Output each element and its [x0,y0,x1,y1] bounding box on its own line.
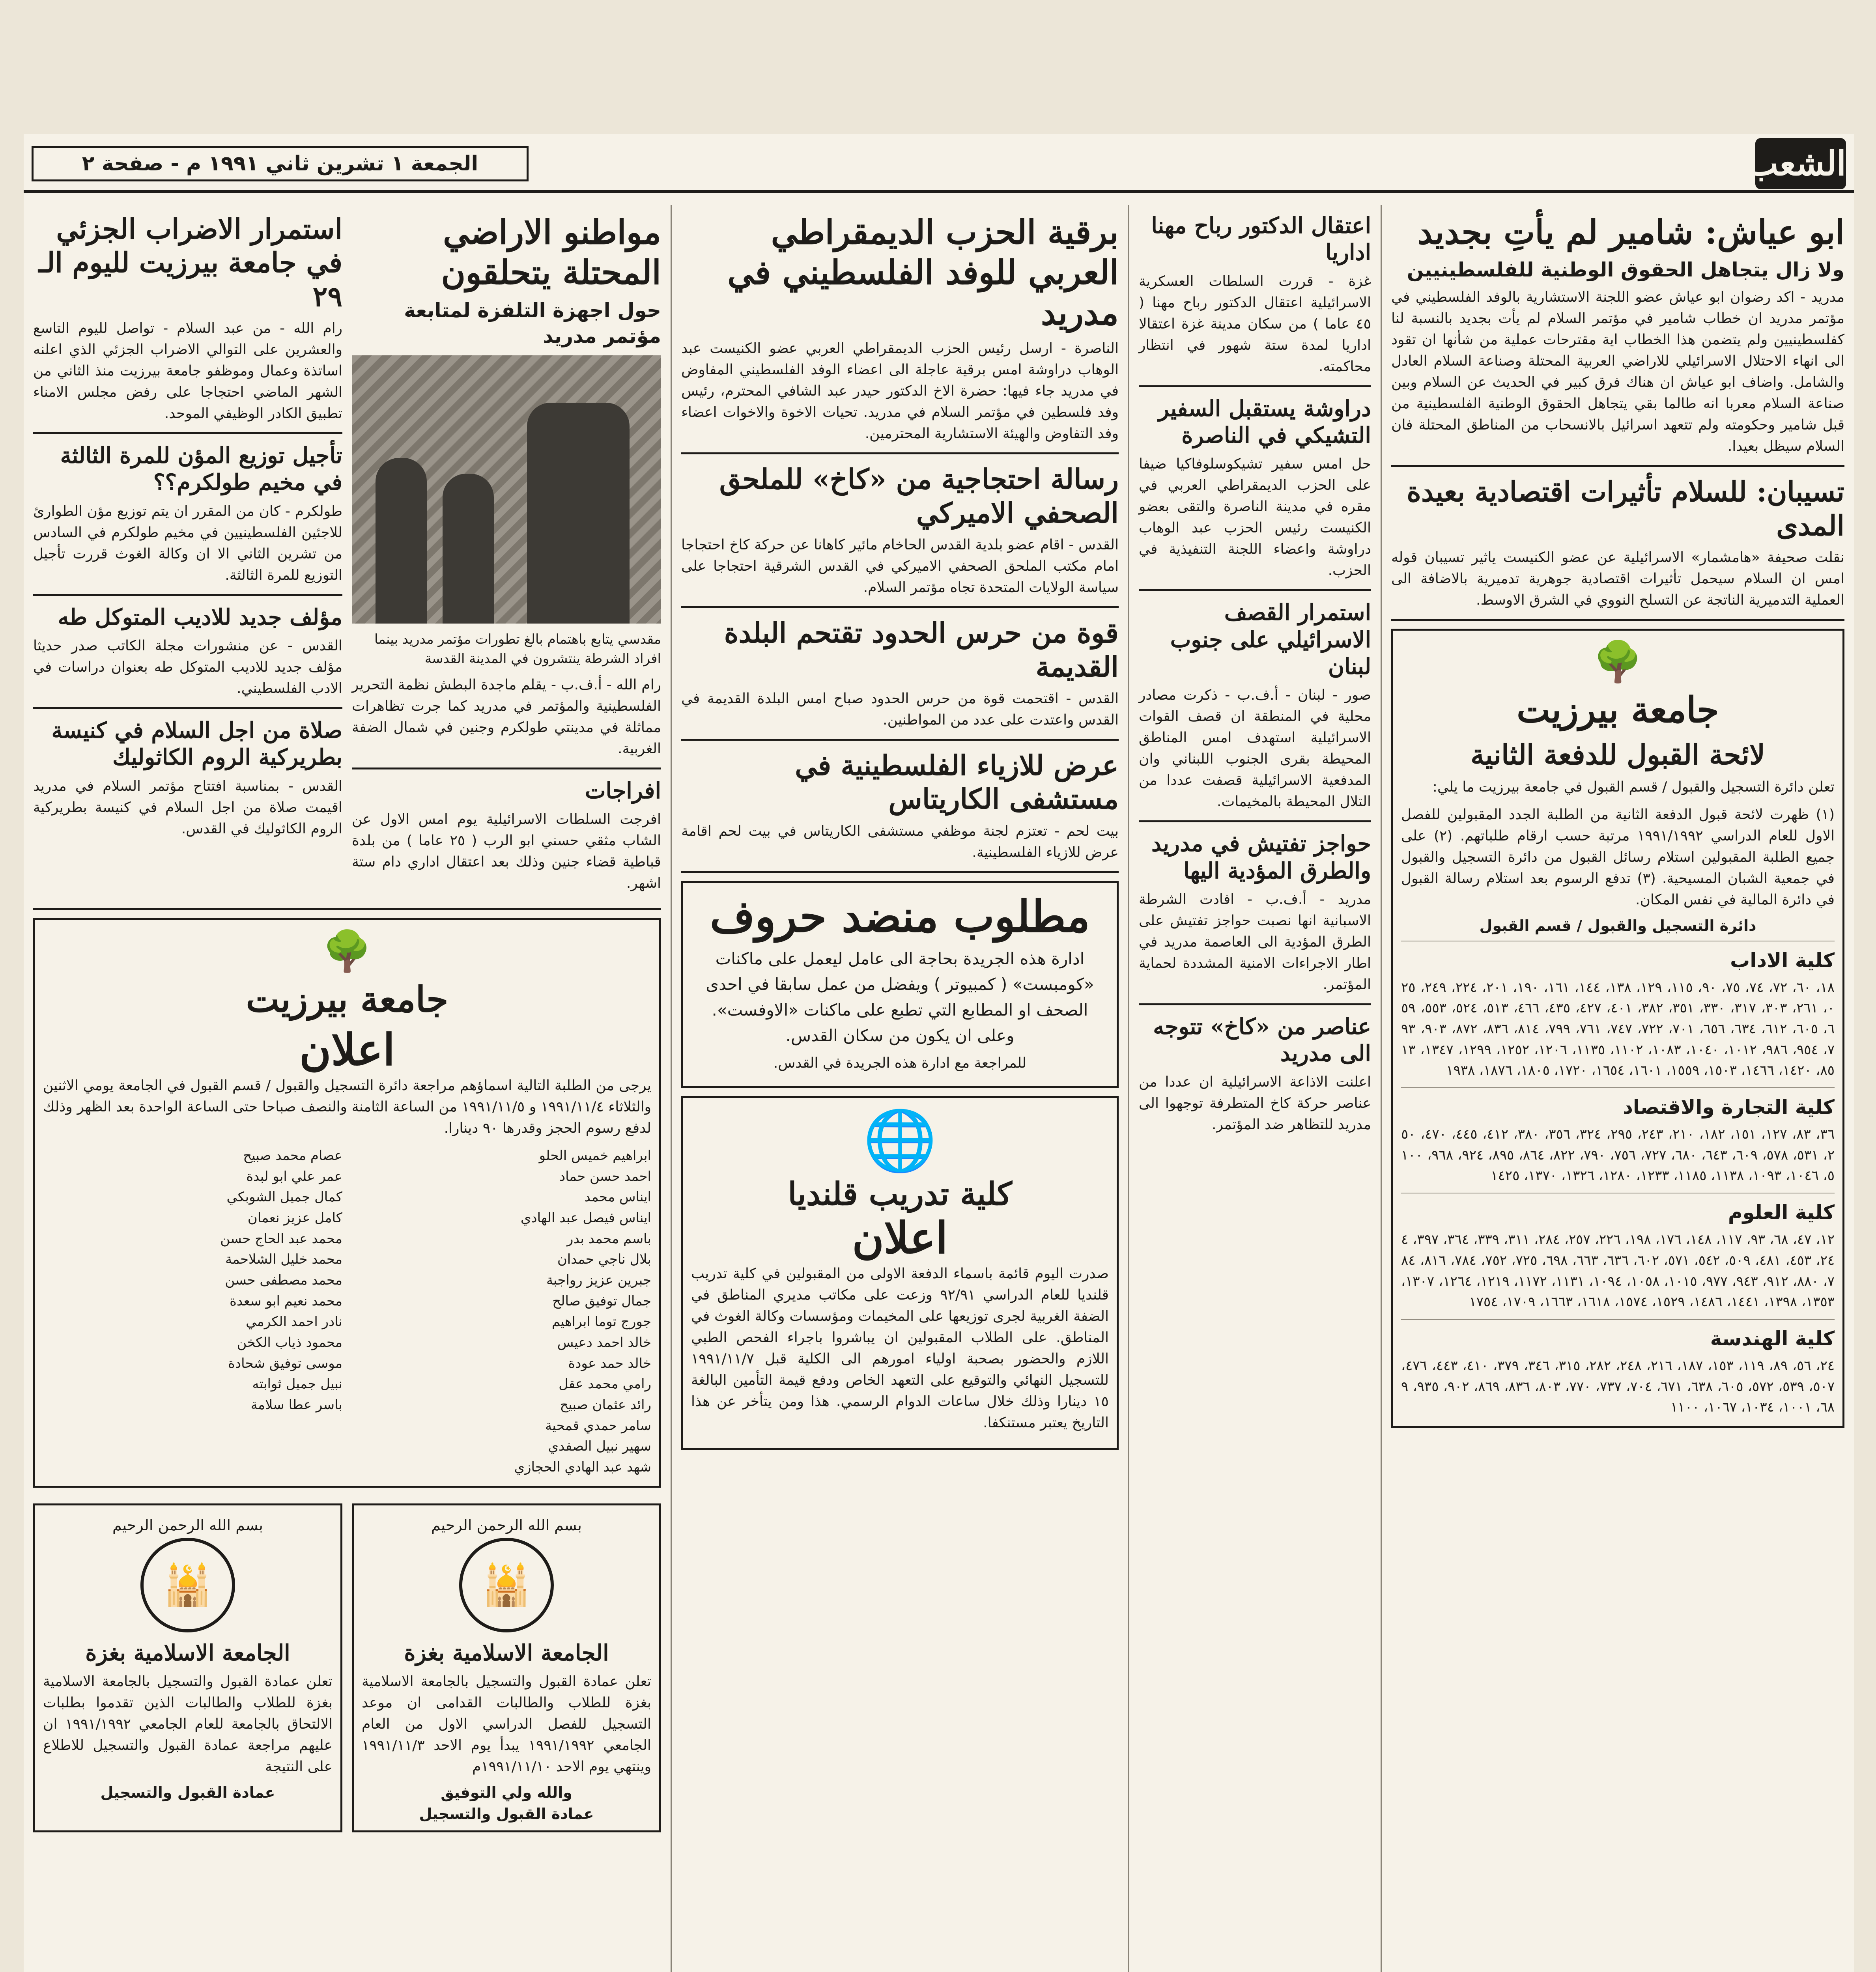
typesetter-ad-contact: للمراجعة مع ادارة هذه الجريدة في القدس. [773,1055,1027,1072]
book-body: القدس - عن منشورات مجلة الكاتب صدر حديثا مؤلف جديد للاديب المتوكل طه بعنوان دراسات في الادب الفلسطيني. [33,638,342,697]
abu-ayash-headline: ابو عياش: شامير لم يأتِ بجديد [1417,213,1844,252]
names-column [352,1145,651,1478]
faculty-name: كلية العلوم [1728,1201,1835,1224]
abu-ayash-body: مدريد - اكد رضوان ابو عياش عضو اللجنة الاستشارية بالوفد الفلسطيني في مؤتمر مدريد ان خطاب شامير في مؤتمر السلام لم يأت بجديد بالنسبة لنا كفلسطينيين ولم يتضمن هذا الخطاب اية مقترحات عملية من شأنها ان تقود الى انهاء الاحتلال الاسرائيلي للاراضي العربية المحتلة وصناعة السلام العادل والشامل. واضاف ابو عياش ان هناك فرق كبير في الحديث عن السلام وبين صناعة السلام معربا انه طالما بقي يتجاهل الحقوق الوطنية الفلسطينية من قبل شامير وحكومته ولم تتعهد اسرائيل بالانسحاب من المناطق المحتلة فان السلام سيظل بعيدا. [1391,289,1844,455]
list-item: احمد حسن حماد [559,1168,651,1184]
qalandia-ad-body: صدرت اليوم قائمة باسماء الدفعة الاولى من المقبولين في كلية تدريب قلنديا للعام الدراسي ٩٢/٩١ وزعت على مكاتب مديري المناطق في الضفة الغربية لجرى توزيعها على المخيمات ومؤسسات وكالة الغوث في المناطق. على الطلاب المقبولين ان يباشروا باجراء الفحص الطبي اللازم والحضور بصحبة اولياء امورهم الى الكلية قبل ١٩٩١/١١/٧ للتسجيل النهائي والتوقيع على التعهد الخاص ودفع قيمة التأمين البالغة ١٥ دينارا وذلك خلال ساعات الدوام الرسمي. هذا ومن يتأخر عن هذا التاريخ يعتبر مستنكفا. [691,1265,1109,1431]
photo-caption: مقدسي يتابع باهتمام بالغ تطورات مؤتمر مدريد بينما افراد الشرطة ينتشرون في المدينة القدسة [374,631,661,667]
newspaper-page [24,134,1854,1972]
left-top-split [33,205,661,900]
list-item: جبرين عزيز رواجبة [546,1272,651,1288]
photo-figure [527,403,630,624]
list-item: جمال توفيق صالح [552,1293,651,1309]
rations-body: طولكرم - كان من المقرر ان يتم توزيع مؤن الطوارئ للاجئين الفلسطينيين في مخيم طولكرم في السادس من تشرين الثاني الا ان وكالة الغوث قررت تأجيل التوزيع للمرة الثالثة. [33,503,342,583]
madrid-lands-subtitle: حول اجهزة التلفزة لمتابعة مؤتمر مدريد [404,299,661,347]
list-item: محمود ذياب الكخن [237,1335,342,1351]
islamic-uni-name: الجامعة الاسلامية بغزة [404,1640,609,1666]
qalandia-ad-title: كلية تدريب قلنديا [788,1175,1012,1212]
islamic-uni-ads [33,1496,661,1840]
democratic-party-body: الناصرة - ارسل رئيس الحزب الديمقراطي العربي عضو الكنيست عبد الوهاب دراوشة امس برقية عاجلة الى اعضاء الوفد الفلسطيني المفاوض في مدريد جاء فيها: حضرة الاخ الدكتور حيدر عبد الشافي المحترم، رئيس وفد فلسطين في مؤتمر السلام في مدريد. تحيات الاخوة والاخوات اعضاء وفد التفاوض والهيئة الاستشارية المحترمين. [681,340,1119,442]
releases-body: افرجت السلطات الاسرائيلية يوم امس الاول عن الشاب مثقي حسني ابو الرب ( ٢٥ عاما ) من بلدة قباطية قضاء جنين وذلك بعد اعتقال اداري دام ستة اشهر. [352,811,661,891]
faculty-numbers: ٢٤، ٥٦، ٨٩، ١١٩، ١٥٣، ١٨٧، ٢١٦، ٢٤٨، ٢٨٢، ٣١٥، ٣٤٦، ٣٧٩، ٤١٠، ٤٤٣، ٤٧٦، ٥٠٧، ٥٣٩، ٥٧٢، ٦٠٥، ٦٣٨، ٦٧١، ٧٠٤، ٧٣٧، ٧٧٠، ٨٠٣، ٨٣٦، ٨٦٩، ٩٠٢، ٩٣٥، ٩٦٨، ١٠٠١، ١٠٣٤، ١٠٦٧، ١١٠٠ [1401,1358,1835,1416]
university-seal-icon: 🕌 [459,1538,554,1632]
faculty-block [1401,948,1835,1081]
un-emblem-icon: 🌐 [863,1106,937,1175]
list-item: كمال جميل الشوبكي [226,1189,342,1205]
list-item: رامي محمد عقل [559,1376,651,1392]
islamic-uni-body: تعلن عمادة القبول والتسجيل بالجامعة الاسلامية بغزة للطلاب والطالبات القدامى ان موعد التسجيل للفصل الدراسي الاول من العام الجامعي ١٩٩١/١٩٩٢ يبدأ يوم الاحد ١٩٩١/١١/٣ وينتهي يوم الاحد ١٩٩١/١١/١٠م [362,1673,651,1775]
names-grid [43,1145,651,1478]
divider [1139,1003,1371,1005]
admission-body: (١) ظهرت لائحة قبول الدفعة الثانية من الطلبة الجدد المقبولين للفصل الاول للعام الدراسي ١٩٩١/١٩٩٢ مرتبة حسب ارقام طلباتهم. (٢) على جميع الطلبة المقبولين استلام رسائل القبول من دائرة التسجيل والقبول في جمعية الشبان المسيحية. (٣) تدفع الرسوم بعد استلام رسالة القبول في دائرة المالية في نفس المكان. [1401,806,1835,908]
democratic-party-headline: برقية الحزب الديمقراطي العربي للوفد الفلسطيني في مدريد [727,213,1119,332]
islamic-uni-name: الجامعة الاسلامية بغزة [85,1640,290,1666]
strike-column [33,205,342,900]
list-item: ايناس فيصل عبد الهادي [520,1210,651,1226]
admission-signature: دائرة التسجيل والقبول / قسم القبول [1479,917,1756,934]
photo-figure [443,474,494,624]
rabah-headline: اعتقال الدكتور رباح مهنا اداريا [1151,213,1371,266]
south-lebanon-headline: استمرار القصف الاسرائيلي على جنوب لبنان [1170,599,1371,680]
list-item: باسم محمد بدر [567,1231,651,1247]
islamic-uni-signature: عمادة القبول والتسجيل [100,1784,275,1802]
list-item: ابراهيم خميس الحلو [539,1147,651,1163]
strike-body: رام الله - من عبد السلام - تواصل لليوم التاسع والعشرين على التوالي الاضراب الجزئي الذي اعلنه اساتذة وعمال وموظفو جامعة بيرزيت منذ الثاني من الشهر الماضي احتجاجا على رفض مجلس الامناء تطبيق الكادر الوظيفي الموحد. [33,320,342,422]
list-item: خالد حمد عودة [568,1355,651,1371]
divider [681,739,1119,741]
list-item: نادر احمد الكرمي [246,1314,342,1330]
checkpoints-body: مدريد - أ.ف.ب - افادت الشرطة الاسبانية انها نصبت حواجز تفتيش على الطرق المؤدية الى العاصمة مدريد في اطار الاجراءات الامنية المشددة لحماية المؤتمر. [1139,891,1371,993]
kach-madrid-headline: عناصر من «كاخ» تتوجه الى مدريد [1153,1013,1371,1067]
divider [1391,465,1844,467]
birzeit-logo: جامعة بيرزيت [246,978,448,1020]
economic-body: نقلت صحيفة «هامشمار» الاسرائيلية عن عضو الكنيست ياثير تسيبان قوله امس ان السلام سيحمل تأثيرات اقتصادية جوهرية تدميرية بالاضافة الى العملية التدميرية الناتجة عن التسلح النووي في الشرق الاوسط. [1391,549,1844,609]
list-item: خالد احمد دعيس [557,1335,651,1351]
divider [1401,1319,1835,1320]
rations-headline: تأجيل توزيع المؤن للمرة الثالثة في مخيم طولكرم؟؟ [60,443,342,496]
czech-headline: دراوشة يستقبل السفير التشيكي في الناصرة [1158,395,1371,448]
rabah-body: غزة - قررت السلطات العسكرية الاسرائيلية اعتقال الدكتور رباح مهنا ( ٤٥ عاما ) من سكان مدينة غزة اعتقالا اداريا لمدة ستة شهور في انتظار محاكمته. [1139,273,1371,375]
news-photo [352,355,661,624]
divider [1139,589,1371,591]
book-headline: مؤلف جديد للاديب المتوكل طه [58,604,342,630]
tree-logo-icon: 🌳 [322,928,372,974]
divider [1401,1087,1835,1088]
divider [33,908,661,910]
list-item: كامل عزيز نعمان [247,1210,342,1226]
checkpoints-headline: حواجز تفتيش في مدريد والطرق المؤدية اليها [1151,831,1371,884]
list-item: محمد نعيم ابو سعدة [230,1293,342,1309]
list-item: محمد خليل الشلاحمة [225,1251,342,1268]
qalandia-ad-subtitle: اعلان [852,1212,948,1263]
divider [33,594,342,596]
divider [1139,820,1371,822]
bismillah: بسم الله الرحمن الرحيم [431,1516,582,1534]
list-item: سهير نبيل الصفدي [548,1438,651,1455]
list-item: رائد عثمان صبيح [560,1397,651,1413]
list-item: شهد عبد الهادي الحجازي [514,1459,651,1475]
faculty-numbers: ١٨، ٦٠، ٧٢، ٧٤، ٧٥، ٩٠، ١١٥، ١٢٩، ١٣٨، ١٤٤، ١٦١، ١٩٠، ٢٠١، ٢٢٤، ٢٤٩، ٢٥٠، ٢٦١، ٣٠٣، ٣١٧، ٣٣٠، ٣٥١، ٣٨٢، ٤٠١، ٤٢٧، ٤٣٥، ٤٦٦، ٥١٣، ٥٢٤، ٥٥٣، ٥٩٦، ٦٠٥، ٦١٢، ٦٣٤، ٦٥٦، ٧٠١، ٧٢٢، ٧٤٧، ٧٦١، ٧٩٩، ٨١٤، ٨٣٦، ٨٧٢، ٩٠٣، ٩٣٧، ٩٥٤، ٩٨٦، ١٠١٢، ١٠٤٠، ١٠٨٣، ١١٠٢، ١١٣٥، ١٢٠٦، ١٢٥٢، ١٢٩٩، ١٣٤٧، ١٣٨٥، ١٤٢٠، ١٤٦٦، ١٥٠٣، ١٥٥٩، ١٦٠١، ١٦٥٤، ١٧٢٠، ١٨٠٥، ١٨٧٦، ١٩٣٨ [1401,979,1835,1079]
birzeit-logo: جامعة بيرزيت [1516,689,1719,731]
divider [681,452,1119,454]
masthead [24,134,1854,193]
admission-title: لائحة القبول للدفعة الثانية [1471,738,1765,771]
list-item: موسى توفيق شحادة [228,1355,342,1371]
economic-headline: تسيبان: للسلام تأثيرات اقتصادية بعيدة المدى [1407,475,1844,542]
typesetter-ad-body: ادارة هذه الجريدة بحاجة الى عامل ليعمل على ماكنات «كومبست» ( كمبيوتر ) ويفضل من عمل سابقا في احدى الصحف او المطابع التي تطبع على ماكنات «الاوفست». وعلى ان يكون من سكان القدس. [706,949,1094,1046]
qalandia-ad [681,1096,1119,1450]
releases-headline: افراجات [585,777,661,804]
photo-figure [376,458,427,624]
list-item: محمد مصطفى حسن [225,1272,342,1288]
divider [1391,619,1844,621]
faculty-numbers: ١٢، ٤٧، ٦٨، ٩٣، ١١٧، ١٤٨، ١٧٦، ١٩٨، ٢٢٦، ٢٥٧، ٢٨٤، ٣١١، ٣٣٩، ٣٦٤، ٣٩٧، ٤٢٤، ٤٥٣، ٤٨١، ٥٠٩، ٥٤٢، ٥٧١، ٦٠٢، ٦٣٦، ٦٦٣، ٦٩٨، ٧٢٥، ٧٥٢، ٧٨٤، ٨١٦، ٨٤٧، ٨٨٠، ٩١٢، ٩٤٣، ٩٧٧، ١٠١٥، ١٠٥٨، ١٠٩٤، ١١٣١، ١١٧٢، ١٢١٩، ١٢٦٤، ١٣٠٧، ١٣٥٣، ١٣٩٨، ١٤٤١، ١٤٨٦، ١٥٢٩، ١٥٧٤، ١٦١٨، ١٦٦٣، ١٧٠٩، ١٧٥٤ [1401,1232,1835,1310]
list-item: ايناس محمد [584,1189,651,1205]
list-item: محمد عبد الحاج حسن [220,1231,342,1247]
abu-ayash-subtitle: ولا زال يتجاهل الحقوق الوطنية للفلسطينيين [1407,258,1844,282]
birzeit-notice-title: اعلان [299,1024,395,1075]
birzeit-admission-ad [1391,629,1844,1428]
border-body: القدس - اقتحمت قوة من حرس الحدود صباح امس البلدة القديمة في القدس واعتدت على عدد من المواطنين. [681,690,1119,728]
column-second [1128,205,1381,1972]
faculty-block [1401,1094,1835,1186]
names-column [43,1145,342,1478]
dateline: الجمعة ١ تشرين ثاني ١٩٩١ م - صفحة ٢ [32,146,529,181]
divider [681,606,1119,608]
prayer-headline: صلاة من اجل السلام في كنيسة بطريركية الروم الكاثوليك [51,717,342,771]
column-third [671,205,1128,1972]
islamic-uni-signoff: والله ولي التوفيق [441,1784,572,1802]
university-seal-icon: 🕌 [140,1538,235,1632]
strike-headline: استمرار الاضراب الجزئي في جامعة بيرزيت لليوم الـ ٢٩ [38,213,342,313]
birzeit-notice-body: يرجى من الطلبة التالية اسماؤهم مراجعة دائرة التسجيل والقبول / قسم القبول في الجامعة يومي الاثنين والثلاثاء ١٩٩١/١١/٤ و ١٩٩١/١١/٥ من الساعة الثامنة والنصف صباحا حتى الساعة الواحدة بعد الظهر وذلك لدفع رسوم الحجز وقدرها ٩٠ دينارا. [43,1077,651,1136]
divider [1139,385,1371,387]
madrid-lands-story [352,205,661,900]
kach-madrid-body: اعلنت الاذاعة الاسرائيلية ان عددا من عناصر حركة كاخ المتطرفة توجهوا الى مدريد للتظاهر ضد المؤتمر. [1139,1074,1371,1133]
islamic-uni-ad-1 [352,1503,661,1832]
faculty-name: كلية الاداب [1730,949,1835,972]
list-item: باسر عطا سلامة [250,1397,342,1413]
list-item: سامر حمدي قمحية [545,1417,651,1434]
list-item: عصام محمد صبيح [243,1147,342,1163]
prayer-body: القدس - بمناسبة افتتاح مؤتمر السلام في مدريد اقيمت صلاة من اجل السلام في كنيسة بطريركية الروم الكاثوليك في القدس. [33,778,342,837]
kach-headline: رسالة احتجاجية من «كاخ» للملحق الصحفي الاميركي [719,463,1119,529]
czech-body: حل امس سفير تشيكوسلوفاكيا ضيفا على الحزب الديمقراطي العربي في مقره في مدينة الناصرة والتقى بعضو الكنيست رئيس الحزب عبد الوهاب دراوشة واعضاء اللجنة التنفيذية في الحزب. [1139,456,1371,579]
newspaper-logo: الشعب [1755,138,1846,189]
faculty-numbers: ٣٦، ٨٣، ١٢٧، ١٥١، ١٨٢، ٢١٠، ٢٤٣، ٢٩٥، ٣٢٤، ٣٥٦، ٣٨٠، ٤١٢، ٤٤٥، ٤٧٠، ٥٠٢، ٥٣١، ٥٧٨، ٦٠٩، ٦٤٣، ٦٨٠، ٧٢٧، ٧٥٦، ٧٩٠، ٨٢٢، ٨٦٤، ٨٩٥، ٩٢٤، ٩٦٨، ١٠٠٥، ١٠٤٦، ١٠٩٣، ١١٣٨، ١١٨٥، ١٢٣٣، ١٢٨٠، ١٣٢٦، ١٣٧٠، ١٤٢٥ [1401,1126,1835,1184]
islamic-uni-signature: عمادة القبول والتسجيل [419,1805,594,1823]
faculty-name: كلية الهندسة [1710,1327,1835,1350]
typesetter-ad-title: مطلوب منضد حروف [710,891,1090,942]
birzeit-notice [33,918,661,1488]
islamic-uni-ad-2 [33,1503,342,1832]
kach-body: القدس - اقام عضو بلدية القدس الحاخام مائير كاهانا عن حركة كاخ احتجاجا امام مكتب الملحق الصحفي الاميركي في القدس الشرقية احتجاجا على سياسة الولايات المتحدة تجاه مؤتمر السلام. [681,537,1119,596]
list-item: عمر علي ابو لبدة [246,1168,342,1184]
divider [33,432,342,434]
divider [33,707,342,709]
faculty-block [1401,1326,1835,1418]
border-headline: قوة من حرس الحدود تقتحم البلدة القديمة [724,616,1119,683]
south-lebanon-body: صور - لبنان - أ.ف.ب - ذكرت مصادر محلية في المنطقة ان قصف القوات الاسرائيلية استهدف امس المناطق المحيطة بقرى الجنوب اللبناني وان المدفعية الاسرائيلية قصفت عددا من التلال المحيطة بالمخيمات. [1139,687,1371,810]
admission-intro: تعلن دائرة التسجيل والقبول / قسم القبول في جامعة بيرزيت ما يلي: [1432,779,1835,795]
exhibition-body: بيت لحم - تعتزم لجنة موظفي مستشفى الكاريتاس في بيت لحم اقامة عرض للازياء الفلسطينية. [681,823,1119,861]
typesetter-ad [681,881,1119,1088]
column-right [1381,205,1854,1972]
list-item: نبيل جميل ثوابته [252,1376,342,1392]
list-item: جورج توما ابراهيم [551,1314,651,1330]
bismillah: بسم الله الرحمن الرحيم [112,1516,263,1534]
divider [352,768,661,769]
list-item: بلال ناجي حمدان [557,1251,651,1268]
divider [681,871,1119,873]
madrid-lands-body: رام الله - أ.ف.ب - يقلم ماجدة البطش نظمة التحرير الفلسطينية والمؤتمر في مدريد كما جرت تظاهرات مماثلة في مدينتي طولكرم وجنين في شمال الضفة الغربية. [352,676,661,757]
faculty-block [1401,1200,1835,1313]
madrid-lands-headline: مواطنو الاراضي المحتلة يتحلقون [441,213,661,292]
tree-logo-icon: 🌳 [1593,639,1642,685]
faculty-name: كلية التجارة والاقتصاد [1623,1096,1835,1119]
exhibition-headline: عرض للازياء الفلسطينية في مستشفى الكاريتاس [795,749,1119,816]
column-left [24,205,671,1972]
islamic-uni-body: تعلن عمادة القبول والتسجيل بالجامعة الاسلامية بغزة للطلاب والطالبات الذين تقدموا بطلبات الالتحاق بالجامعة للعام الجامعي ١٩٩١/١٩٩٢ ان عليهم مراجعة عمادة القبول والتسجيل للاطلاع على النتيجة [43,1673,333,1775]
